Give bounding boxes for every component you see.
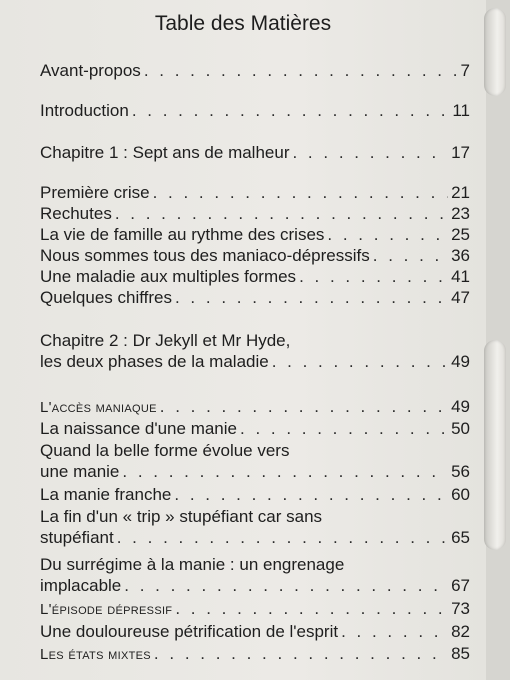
toc-entry-manie-franche: La manie franche . . . 60	[40, 484, 470, 505]
binder-clip-top	[484, 8, 506, 96]
toc-entry-maniaco-depressifs: Nous sommes tous des maniaco-dépressifs . . . 36	[40, 245, 470, 266]
toc-entry-acces-maniaque: L'accès maniaque . . . 49	[40, 396, 470, 418]
toc-entry-avant-propos: Avant-propos . . . 7	[40, 60, 470, 81]
toc-entry-chapitre-1: Chapitre 1 : Sept ans de malheur . . . 17	[40, 142, 470, 163]
toc-entry-chapitre-2: Chapitre 2 : Dr Jekyll et Mr Hyde, les deux phases de la maladie . . . 49	[40, 330, 470, 372]
toc-entry-etats-mixtes: Les états mixtes . . . 85	[40, 643, 470, 665]
toc-entry-multiples-formes: Une maladie aux multiples formes . . . 41	[40, 266, 470, 287]
toc-entry-vie-de-famille: La vie de famille au rythme des crises . . . 25	[40, 224, 470, 245]
toc-entry-naissance-manie: La naissance d'une manie . . . 50	[40, 418, 470, 439]
toc-entry-surregime: Du surrégime à la manie : un engrenage implacable . . . 67	[40, 554, 470, 596]
toc-entry-rechutes: Rechutes . . . 23	[40, 203, 470, 224]
toc-entry-petrification: Une douloureuse pétrification de l'esprit . . . 82	[40, 621, 470, 642]
binder-clip-middle	[484, 340, 506, 550]
page-title: Table des Matières	[154, 12, 332, 35]
toc-entry-episode-depressif: L'épisode dépressif . . . 73	[40, 598, 470, 620]
toc-entry-introduction: Introduction . . . 11	[40, 100, 470, 121]
toc-entry-premiere-crise: Première crise . . . 21	[40, 182, 470, 203]
toc-entry-trip-stupefiant: La fin d'un « trip » stupéfiant car sans stupéfiant . . . 65	[40, 506, 470, 548]
toc-entry-belle-forme: Quand la belle forme évolue vers une manie . . . 56	[40, 440, 470, 482]
toc-entry-quelques-chiffres: Quelques chiffres . . . 47	[40, 287, 470, 308]
